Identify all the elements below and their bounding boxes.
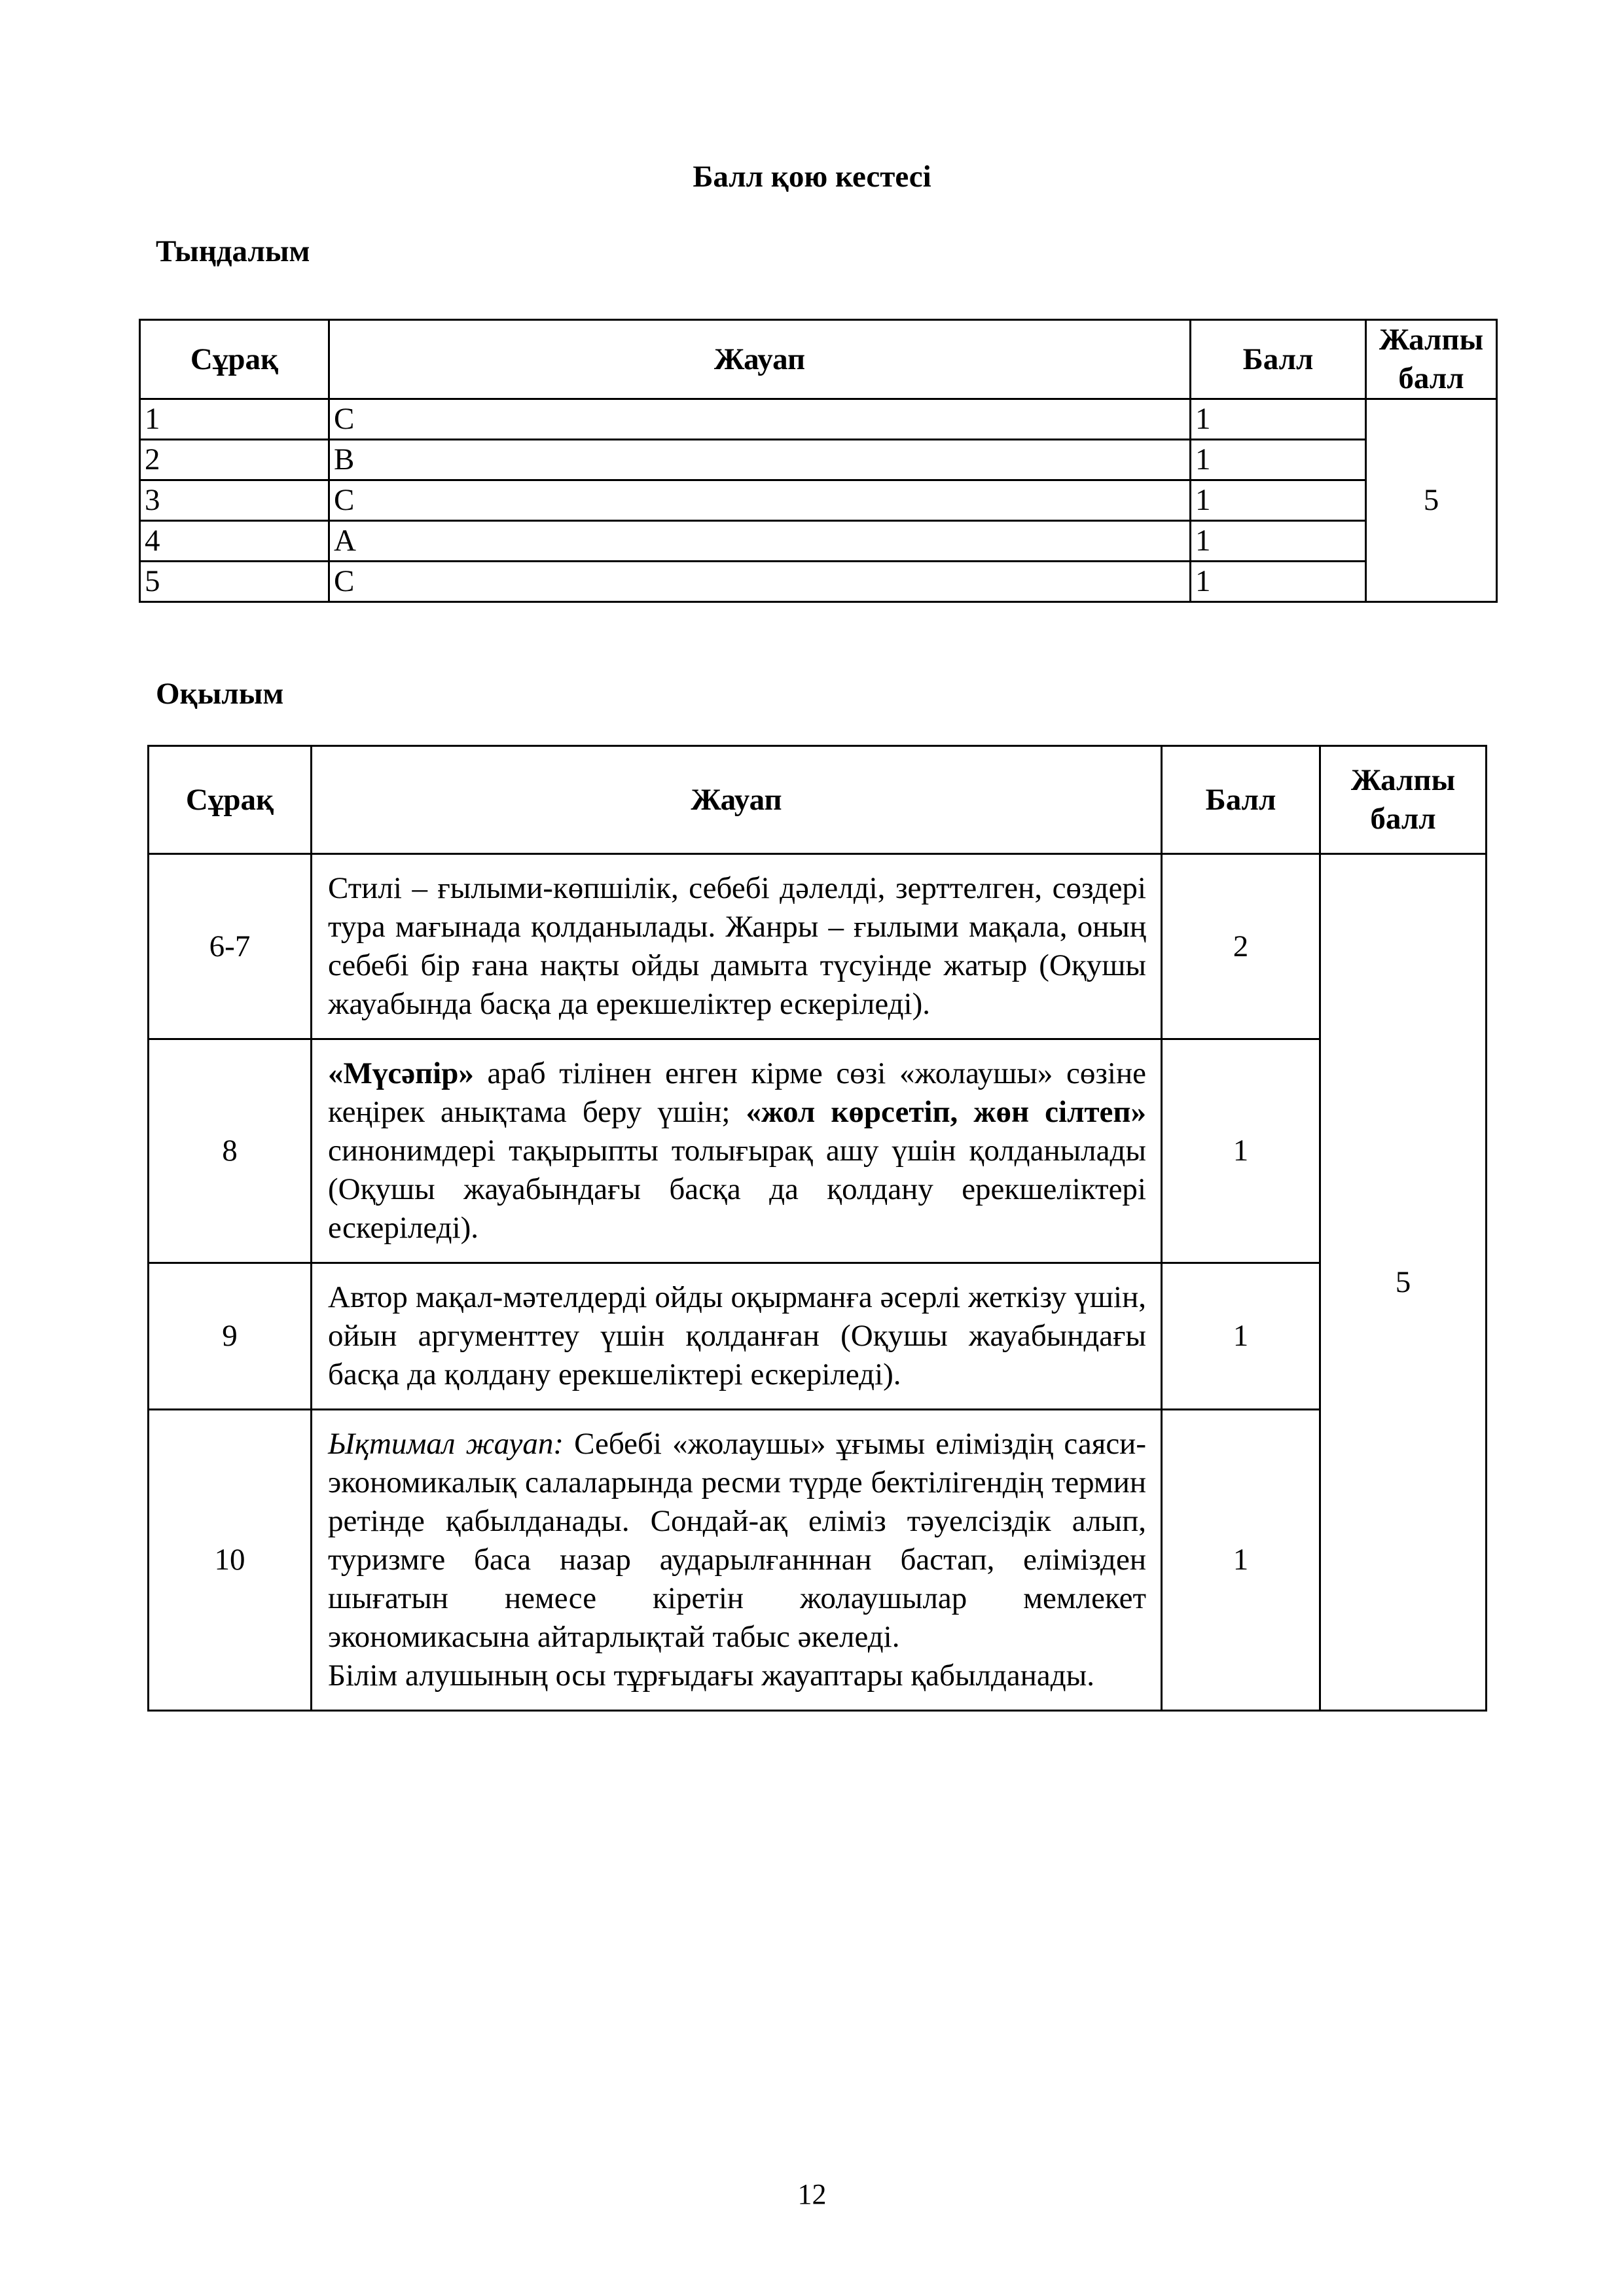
answer-text: синонимдері тақырыпты толығырақ ашу үшін қолданылады (Оқушы жауабындағы басқа да қолдану ерекшеліктері ескеріледі). <box>328 1134 1146 1245</box>
reading-score-table <box>147 745 1487 1712</box>
question-number: 3 <box>140 480 329 521</box>
answer-cell: C <box>329 480 1191 521</box>
table-header-row <box>140 320 1497 399</box>
answer-cell: C <box>329 562 1191 602</box>
score-cell: 1 <box>1191 440 1366 480</box>
score-cell: 1 <box>1162 1039 1320 1263</box>
question-number: 1 <box>140 399 329 440</box>
table-row <box>149 1263 1487 1410</box>
answer-cell: Стилі – ғылыми-көпшілік, себебі дәлелді, зерттелген, сөздері тура мағынада қолданылады. Жанры – ғылыми мақала, оның себебі бір ғана нақты ойды дамыта түсуінде жатыр (Оқушы жауабында басқа да ерекшеліктер ескеріледі). <box>312 854 1162 1039</box>
listening-score-table <box>139 319 1498 603</box>
section-heading-listening: Тыңдалым <box>156 234 310 268</box>
question-number: 10 <box>149 1410 312 1711</box>
answer-cell <box>312 1410 1162 1711</box>
header-score: Балл <box>1162 746 1320 854</box>
score-cell: 1 <box>1191 399 1366 440</box>
table-row <box>149 854 1487 1039</box>
score-cell: 1 <box>1191 562 1366 602</box>
answer-bold-term: «Мүсәпір» <box>328 1056 474 1090</box>
answer-text: араб тілінен енген кірме сөзі «жолаушы» сөзіне кеңірек анықтама беру үшін; <box>328 1056 1146 1129</box>
page-number: 12 <box>797 2178 827 2210</box>
score-cell: 1 <box>1162 1263 1320 1410</box>
header-score: Балл <box>1191 320 1366 399</box>
score-cell: 1 <box>1191 521 1366 562</box>
table-header-row <box>149 746 1487 854</box>
table-row <box>140 440 1497 480</box>
answer-bold-term: «жол көрсетіп, жөн сілтеп» <box>746 1095 1146 1129</box>
table-row <box>140 562 1497 602</box>
question-number: 2 <box>140 440 329 480</box>
header-total-score: Жалпы балл <box>1320 746 1487 854</box>
header-answer: Жауап <box>329 320 1191 399</box>
answer-cell: A <box>329 521 1191 562</box>
answer-cell <box>312 1039 1162 1263</box>
answer-italic-label: Ықтимал жауап: <box>328 1427 564 1461</box>
page-title: Балл қою кестесі <box>693 160 931 194</box>
question-number: 8 <box>149 1039 312 1263</box>
question-number: 4 <box>140 521 329 562</box>
score-cell: 1 <box>1162 1410 1320 1711</box>
header-question: Сұрақ <box>149 746 312 854</box>
question-number: 9 <box>149 1263 312 1410</box>
total-score-cell: 5 <box>1320 854 1487 1711</box>
answer-text: Себебі «жолаушы» ұғымы еліміздің саяси-экономикалық салаларында ресми түрде бектілігендің термин ретінде қабылданады. Сондай-ақ еліміз тәуелсіздік алып, туризмге баса назар аударылғанннан бастап, елімізден шығатын немесе кіретін жолаушылар мемлекет экономикасына айтарлықтай табыс әкеледі. <box>328 1427 1146 1654</box>
table-row <box>149 1410 1487 1711</box>
table-row <box>140 521 1497 562</box>
question-number: 6-7 <box>149 854 312 1039</box>
answer-note: Білім алушының осы тұрғыдағы жауаптары қабылданады. <box>328 1659 1095 1693</box>
question-number: 5 <box>140 562 329 602</box>
section-heading-reading: Оқылым <box>156 677 284 711</box>
answer-cell: C <box>329 399 1191 440</box>
header-answer: Жауап <box>312 746 1162 854</box>
total-score-cell: 5 <box>1366 399 1497 602</box>
table-row <box>149 1039 1487 1263</box>
answer-cell: B <box>329 440 1191 480</box>
score-cell: 2 <box>1162 854 1320 1039</box>
score-cell: 1 <box>1191 480 1366 521</box>
table-row <box>140 480 1497 521</box>
header-total-score: Жалпы балл <box>1366 320 1497 399</box>
table-row <box>140 399 1497 440</box>
header-question: Сұрақ <box>140 320 329 399</box>
answer-cell: Автор мақал-мәтелдерді ойды оқырманға әсерлі жеткізу үшін, ойын аргументтеу үшін қолданған (Оқушы жауабындағы басқа да қолдану ерекшеліктері ескеріледі). <box>312 1263 1162 1410</box>
